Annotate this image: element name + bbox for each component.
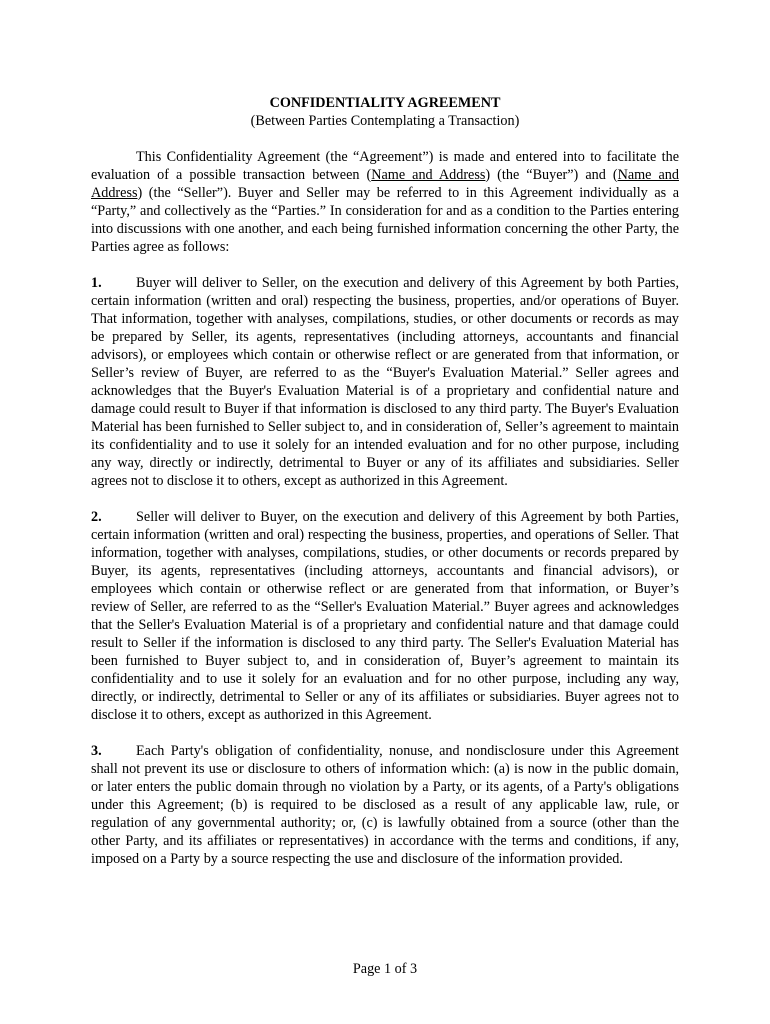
- section-number: 3.: [91, 743, 102, 759]
- document-subtitle: (Between Parties Contemplating a Transaction): [250, 113, 520, 129]
- section-text: Buyer will deliver to Seller, on the execution and delivery of this Agreement by both Parties, certain information (written and oral) respecting the business, properties, and/or operations of Buyer. That information, together with analyses, compilations, studies, or other documents or records as may be prepared by Seller, its agents, representatives (including attorneys, accountants and financial advisors), or employees which contain or otherwise reflect or are generated from that information, or Seller’s review of Buyer, are referred to as the “Buyer's Evaluation Material.” Seller agrees and acknowledges that the Buyer's Evaluation Material is of a proprietary and confidential nature and damage could result to Buyer if that information is disclosed to any third party. The Buyer's Evaluation Material has been furnished to Seller subject to, and in consideration of, Seller’s agreement to maintain its confidentiality and to use it solely for an intended evaluation and for no other purpose, including any way, directly or indirectly, detrimental to Buyer or any of its affiliates and subsidiaries. Seller agrees not to disclose it to others, except as authorized in this Agreement.: [91, 275, 679, 489]
- section-text: Each Party's obligation of confidentiality, nonuse, and nondisclosure under this Agreement shall not prevent its use or disclosure to others of information which: (a) is now in the public domain, or later enters the public domain through no violation by a Party, or its agents, of a Party's obligations under this Agreement; (b) is required to be disclosed as a result of any applicable law, rule, or regulation of any governmental authority; or, (c) is lawfully obtained from a source (other than the other Party, and its affiliates or representatives) in accordance with the terms and conditions, if any, imposed on a Party by a source respecting the use and disclosure of the information provided.: [91, 743, 679, 867]
- section-number: 2.: [91, 509, 102, 525]
- buyer-name-placeholder: Name and Address: [371, 167, 486, 183]
- document-body: [91, 94, 679, 868]
- intro-text-part1: This Confidentiality Agreement (the “Agreement”) is made and entered into to facilitate the evaluation of a possible transaction between (: [91, 149, 679, 183]
- intro-text-part3: ) (the “Seller”). Buyer and Seller may be referred to in this Agreement individually as a “Party,” and collectively as the “Parties.” In consideration for and as a condition to the Parties entering into discussions with one another, and each being furnished information concerning the other Party, the Parties agree as follows:: [91, 185, 679, 255]
- intro-text-part2: ) (the “Buyer”) and (: [485, 167, 618, 183]
- seller-name-placeholder: Name and Address: [91, 167, 679, 201]
- section-text: Seller will deliver to Buyer, on the execution and delivery of this Agreement by both Parties, certain information (written and oral) respecting the business, properties, and operations of Seller. That information, together with analyses, compilations, studies, or other documents or records prepared by Buyer, its agents, representatives (including attorneys, accountants and financial advisors), or employees which contain or otherwise reflect or are generated from that information, or Buyer’s review of Seller, are referred to as the “Seller's Evaluation Material.” Buyer agrees and acknowledges that the Seller's Evaluation Material is of a proprietary and confidential nature and that damage could result to Seller if the information is disclosed to any third party. The Seller's Evaluation Material has been furnished to Buyer subject to, and in consideration of, Buyer’s agreement to maintain its confidentiality and to use it solely for an evaluation and for no other purpose, including any way, directly, or indirectly, detrimental to Seller or any of its affiliates or subsidiaries. Buyer agrees not to disclose it to others, except as authorized in this Agreement.: [91, 509, 679, 723]
- document-title: CONFIDENTIALITY AGREEMENT: [269, 95, 501, 111]
- section-2: [91, 508, 679, 724]
- title-block: [91, 94, 679, 130]
- section-1: [91, 274, 679, 490]
- section-3: [91, 742, 679, 868]
- intro-paragraph: [91, 148, 679, 256]
- section-number: 1.: [91, 275, 102, 291]
- page-footer: Page 1 of 3: [352, 961, 418, 977]
